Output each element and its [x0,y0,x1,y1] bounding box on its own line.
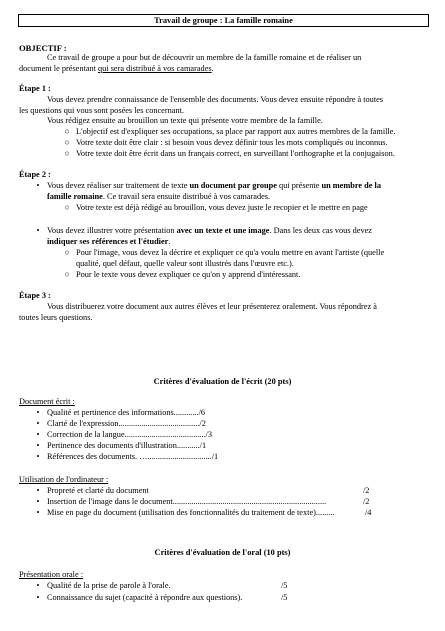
etape2-bullet1 [47,181,427,202]
doc-item: Correction de la langue......................................./3 [47,430,212,439]
ord-item-label: Mise en page du document (utilisation des fonctionnalités du traitement de texte)......... [47,508,335,517]
etape3-line1: Vous distribuerez votre document aux autres élèves et leur présenterez oralement. Vous répondrez à [47,302,377,311]
oral-item-label: Connaissance du sujet (capacité à répondre aux questions). [47,593,243,602]
objectif-line2-a: document le présentant [19,64,99,73]
objectif-line2 [19,64,427,75]
ord-item-score: /2 [363,486,370,495]
etape1-sub1: L'objectif est d'expliquer ses occupations, sa place par rapport aux autres membres de la famille. [76,127,396,136]
etape2-b1-d: un membre de la [321,181,381,190]
bullet-icon: • [36,486,40,495]
etape1-heading: Étape 1 : [19,84,51,93]
circle-bullet-icon: ○ [64,127,70,136]
etape2-b2-sub2: Pour le texte vous devez expliquer ce qu'on y apprend d'intéressant. [76,270,301,279]
etape1-line1: Vous devez prendre connaissance de l'ensemble des documents. Vous devez ensuite répondre à toutes [47,95,384,104]
circle-bullet-icon: ○ [64,138,70,147]
etape3-line2: toutes leurs questions. [19,313,93,322]
bullet-icon: • [36,430,40,439]
document-title: Travail de groupe : La famille romaine [18,14,429,27]
bullet-icon: • [36,593,40,602]
oral-item-score: /5 [281,593,288,602]
etape2-b1-a: Vous devez réaliser sur traitement de texte [47,181,190,190]
doc-item: Références des documents. ….............................../1 [47,452,219,461]
bullet-icon: • [36,581,40,590]
bullet-icon: • [36,419,40,428]
etape1-line3: Vous rédigez ensuite au brouillon un texte qui présente votre membre de la famille. [47,116,323,125]
etape2-b2-sub1 [76,248,427,269]
etape2-b2-e: . [168,236,171,246]
objectif-line2-underlined: qui sera distribué à vos camarades [98,64,212,73]
etape2-bullet2 [47,226,427,247]
doc-item: Pertinence des documents d'illustration.........../1 [47,441,207,450]
etape2-b2-d: indiquer ses références et l'étudier [47,236,169,246]
bullet-icon: • [36,508,40,517]
etape2-b2-a: Vous devez illustrer votre présentation [47,226,177,235]
criteres-oral-title: Critères d'évaluation de l'oral (10 pts) [154,548,291,557]
ord-item-label: Propreté et clarté du document [47,486,149,495]
objectif-line1: Ce travail de groupe a pour but de découvrir un membre de la famille romaine et de réaliser un [47,53,362,62]
etape2-heading: Étape 2 : [19,170,51,179]
oral-item-score: /5 [281,581,288,590]
etape2-b1-b: un document par groupe [189,181,277,190]
doc-item: Clarté de l'expression.......................................​/2 [47,419,206,428]
circle-bullet-icon: ○ [64,248,70,257]
circle-bullet-icon: ○ [64,149,70,158]
bullet-icon: • [36,408,40,417]
etape2-b1-c: qui présente [276,181,322,190]
objectif-line2-c: . [211,64,214,73]
bullet-icon: • [36,452,40,461]
ord-item-label: Insertion de l'image dans le document.......................................................................... [47,497,327,506]
etape2-b2-sub1-l1: Pour l'image, vous devez la décrire et expliquer ce qu'a voulu mettre en avant l'artiste (quelle [76,248,385,257]
etape3-heading: Étape 3 : [19,291,51,300]
etape2-b1-sub: Votre texte est déjà rédigé au brouillon, vous devez juste le recopier et le mettre en page [76,203,368,212]
etape1-line2: les questions qui vous sont posées les concernant. [19,106,184,115]
bullet-icon: • [36,441,40,450]
bullet-icon: • [36,497,40,506]
etape2-b2-b: avec un texte et une image [176,226,270,235]
etape2-b2-c: . Dans les deux cas vous devez [269,226,372,235]
etape2-b2-sub1-l2: qualité, quel défaut, quelle valeur sont illustrés dans l'œuvre etc.). [76,258,294,268]
bullet-icon: • [36,181,40,190]
bullet-icon: • [36,226,40,235]
circle-bullet-icon: ○ [64,203,70,212]
circle-bullet-icon: ○ [64,270,70,279]
utilisation-ordinateur-heading: Utilisation de l'ordinateur : [19,475,109,484]
doc-item: Qualité et pertinence des informations............/6 [47,408,206,417]
ord-item-score: /4 [365,508,372,517]
etape1-sub2: Votre texte doit être clair : si besoin vous devez définir tous les mots compliqués ou inconnus. [76,138,388,147]
presentation-orale-heading: Présentation orale : [19,570,84,579]
criteres-ecrit-title: Critères d'évaluation de l'écrit (20 pts) [153,377,292,386]
etape1-sub3: Votre texte doit être écrit dans un français correct, en surveillant l'orthographe et la conjugaison. [76,149,395,158]
document-ecrit-heading: Document écrit : [19,397,75,406]
etape2-b1-f: . Ce travail sera ensuite distribué à vos camarades. [102,191,271,201]
oral-item-label: Qualité de la prise de parole à l'orale. [47,581,171,590]
etape2-b1-e: famille romaine [47,191,103,201]
ord-item-score: /2 [363,497,370,506]
objectif-heading: OBJECTIF : [19,43,67,53]
